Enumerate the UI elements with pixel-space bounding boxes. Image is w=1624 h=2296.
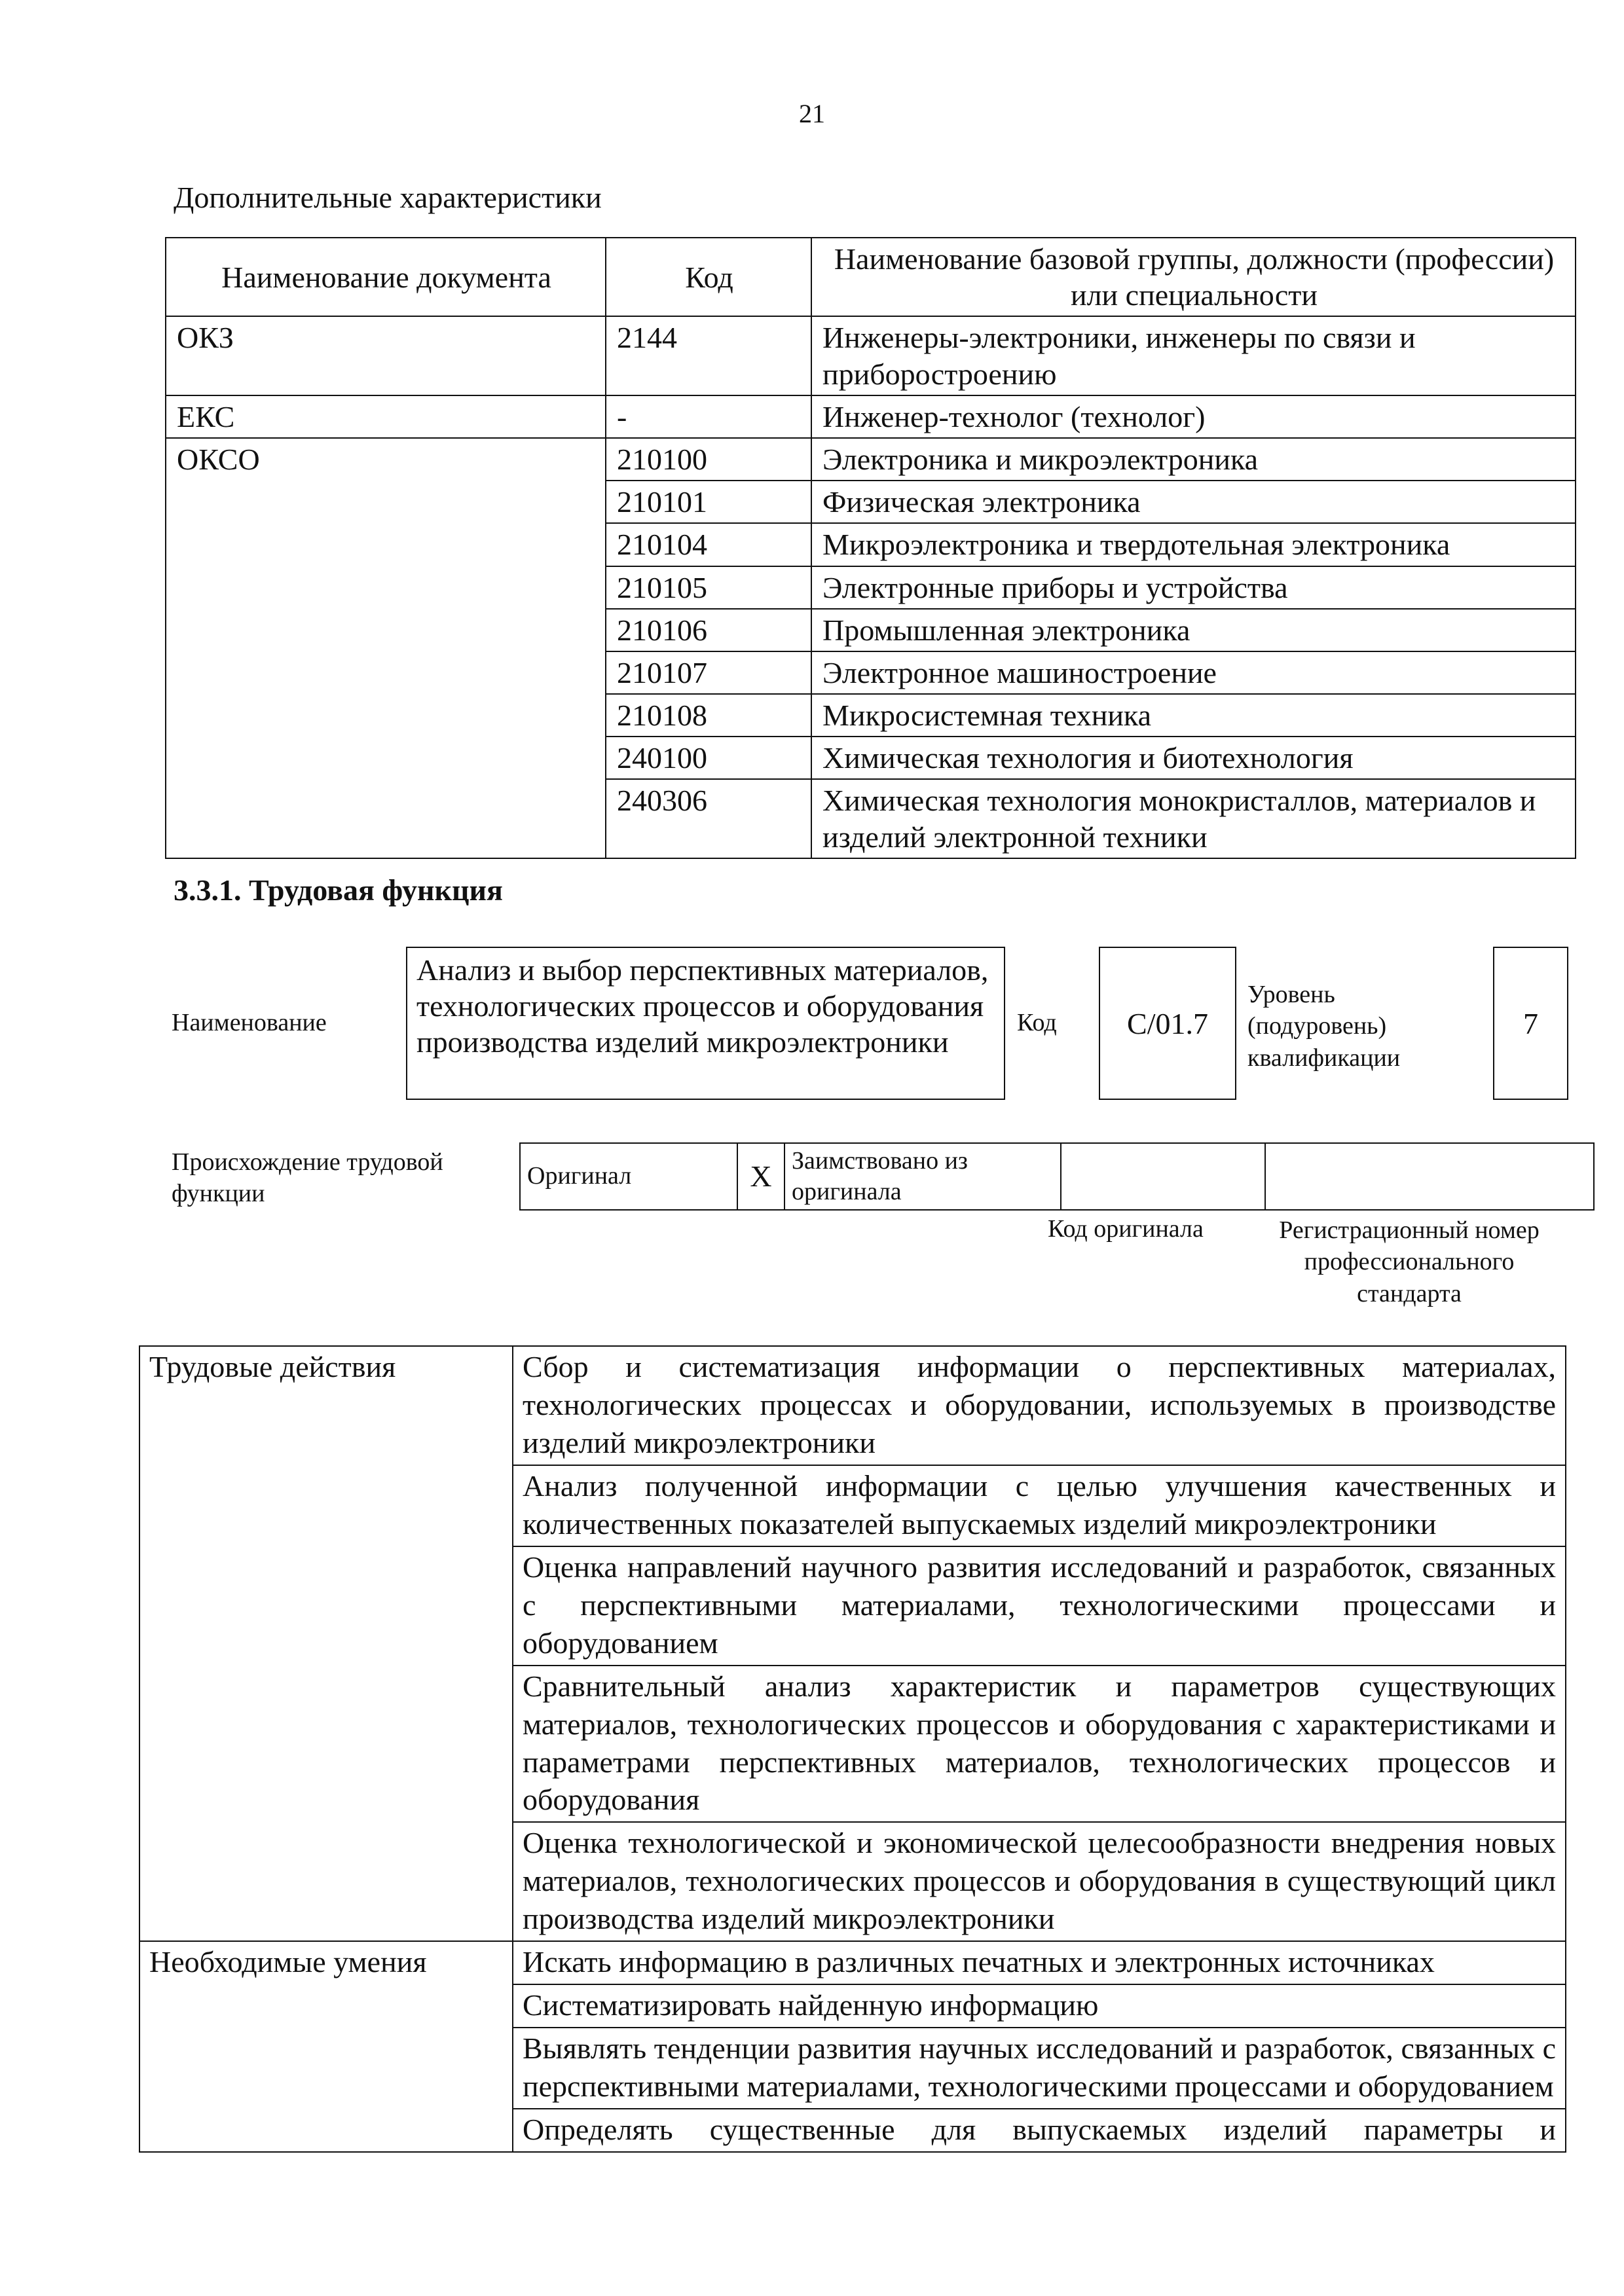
cell-code: 240100 [606,737,811,779]
origin-label-line: функции [172,1179,265,1207]
skill-item: Выявлять тенденции развития научных исследований и разработок, связанных с перспективными материалами, технологическими процессами и оборудованием [513,2028,1566,2109]
registration-number-cell [1265,1143,1594,1210]
borrowed-cell [784,1143,1061,1210]
cell-code: 210104 [606,523,811,566]
cell-name: Электронные приборы и устройства [811,566,1576,609]
header-group-name: Наименование базовой группы, должности (профессии) или специальности [811,238,1576,316]
cell-name: Химическая технология и биотехнология [811,737,1576,779]
original-mark: X [737,1143,784,1210]
original-cell: Оригинал [520,1143,737,1210]
origin-table [519,1142,1595,1211]
labor-action-item: Оценка технологической и экономической целесообразности внедрения новых материалов, технологических процессов и оборудования в существующий цикл производства изделий микроэлектроники [513,1822,1566,1941]
table-row [166,438,1576,481]
table-row [166,316,1576,395]
skill-item: Искать информацию в различных печатных и электронных источниках [513,1941,1566,1984]
header-document: Наименование документа [166,238,606,316]
cell-code: - [606,395,811,438]
labor-action-item: Сравнительный анализ характеристик и параметров существующих материалов, технологических процессов и оборудования с характеристиками и параметрами перспективных материалов, технологических процессов и оборудования [513,1666,1566,1823]
cell-document: ОКЗ [166,316,606,395]
header-code: Код [606,238,811,316]
cell-code: 210105 [606,566,811,609]
skill-item: Систематизировать найденную информацию [513,1984,1566,2028]
cell-name: Микроэлектроника и твердотельная электроника [811,523,1576,566]
borrowed-line: Заимствовано из [792,1146,968,1175]
labor-actions-table [139,1345,1566,2153]
name-label: Наименование [172,1009,327,1036]
cell-code: 210106 [606,609,811,651]
function-name-box: Анализ и выбор перспективных материалов, технологических процессов и оборудования производства изделий микроэлектроники [406,947,1005,1100]
code-label: Код [1017,1009,1057,1036]
cell-code: 210100 [606,438,811,481]
cell-name: Инженер-технолог (технолог) [811,395,1576,438]
cell-name: Промышленная электроника [811,609,1576,651]
labor-action-item: Сбор и систематизация информации о перспективных материалах, технологических процессах и оборудовании, используемых в производстве изделий микроэлектроники [513,1346,1566,1465]
table-row [139,1941,1566,1984]
section-heading: 3.3.1. Трудовая функция [174,873,503,907]
original-code-caption: Код оригинала [1048,1215,1204,1243]
cell-name: Химическая технология монокристаллов, материалов и изделий электронной техники [811,779,1576,858]
section-title-additional: Дополнительные характеристики [174,181,602,214]
level-label-line: квалификации [1247,1044,1401,1072]
cell-name: Микросистемная техника [811,694,1576,737]
cell-code: 210107 [606,651,811,694]
caption-line: профессионального [1304,1248,1515,1276]
cell-name: Физическая электроника [811,481,1576,523]
labor-action-item: Оценка направлений научного развития исследований и разработок, связанных с перспективными материалами, технологическими процессами и оборудованием [513,1546,1566,1666]
borrowed-line: оригинала [792,1178,902,1205]
page-number: 21 [799,99,825,128]
level-label-line: (подуровень) [1247,1012,1387,1040]
cell-code: 210108 [606,694,811,737]
cell-code: 2144 [606,316,811,395]
function-code-box: C/01.7 [1099,947,1236,1100]
origin-label-line: Происхождение трудовой [172,1148,443,1176]
caption-line: Регистрационный номер [1279,1216,1540,1244]
original-code-cell [1061,1143,1265,1210]
level-label [1247,979,1400,1074]
skills-label: Необходимые умения [139,1941,513,2152]
cell-name: Электроника и микроэлектроника [811,438,1576,481]
labor-actions-label: Трудовые действия [139,1346,513,1941]
cell-code: 240306 [606,779,811,858]
qualification-level-box: 7 [1493,947,1568,1100]
skill-item: Определять существенные для выпускаемых изделий параметры и [513,2109,1566,2152]
caption-line: стандарта [1357,1279,1462,1307]
registration-number-caption [1252,1214,1566,1309]
cell-code: 210101 [606,481,811,523]
cell-document: ОКСО [166,438,606,858]
table-row [139,1346,1566,1465]
cell-name: Электронное машиностроение [811,651,1576,694]
labor-action-item: Анализ полученной информации с целью улучшения качественных и количественных показателей выпускаемых изделий микроэлектроники [513,1465,1566,1546]
table-row [166,395,1576,438]
origin-label [172,1147,443,1209]
cell-document: ЕКС [166,395,606,438]
cell-name: Инженеры-электроники, инженеры по связи и приборостроению [811,316,1576,395]
additional-characteristics-table [165,237,1576,859]
level-label-line: Уровень [1247,981,1335,1008]
table-header-row [166,238,1576,316]
